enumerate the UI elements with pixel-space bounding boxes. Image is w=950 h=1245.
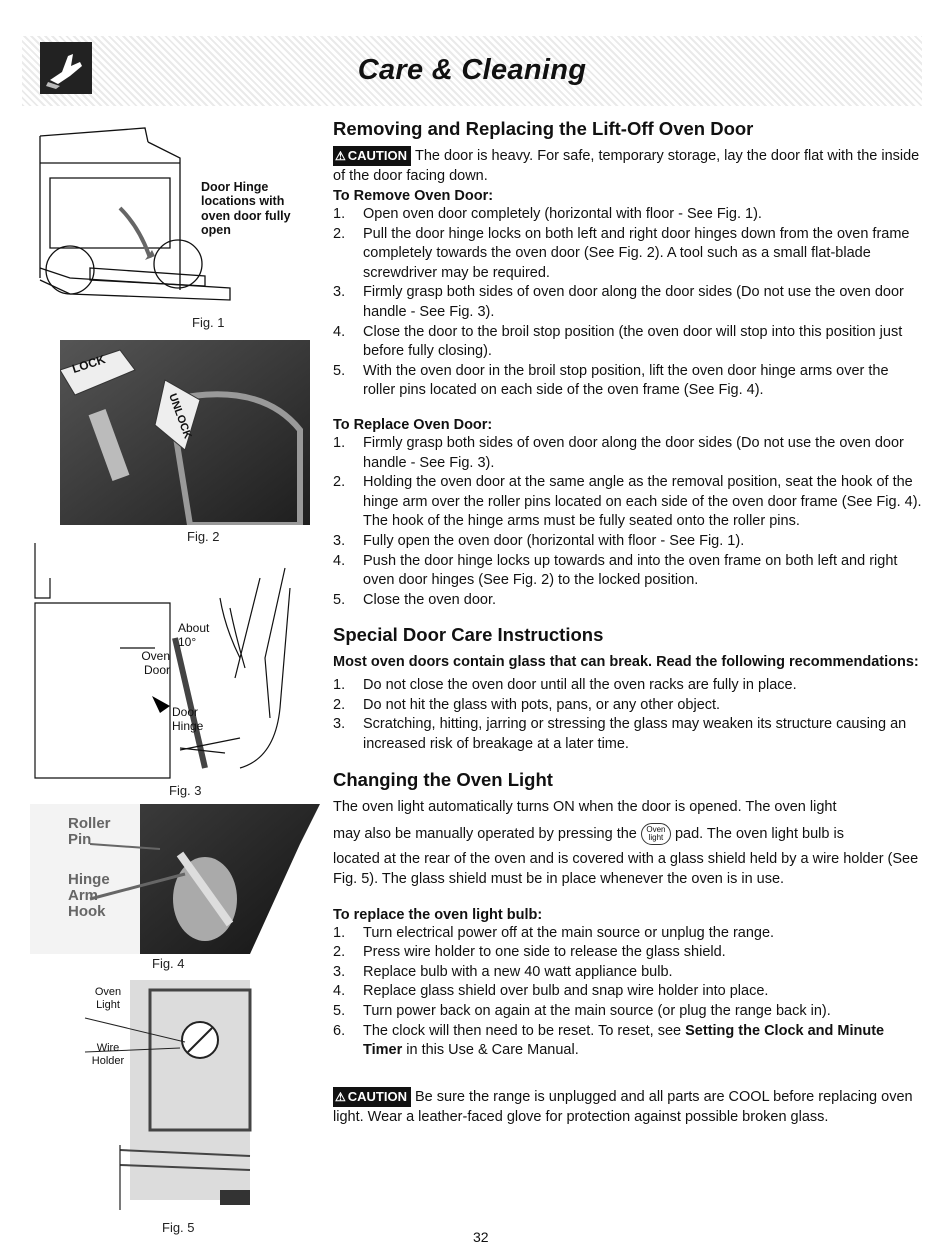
figure-1 — [30, 118, 320, 333]
list-item: 2. Do not hit the glass with pots, pans, or any other object. — [333, 696, 721, 713]
oven-light-caution: ⚠ CAUTION Be sure the range is unplugged and all parts are COOL before replacing oven light. Wear a leather-faced glove for protection against possible broken glass. — [333, 1088, 913, 1125]
list-item: 4. Close the door to the broil stop position (the oven door will stop into this position just before fully closing). — [333, 323, 903, 360]
replace-bulb-steps — [333, 924, 923, 1061]
oven-light-paragraph-2: may also be manually operated by pressing the Oven light pad. The oven light bulb is — [333, 823, 923, 845]
replace-door-steps — [333, 434, 923, 610]
replace-door-heading: To Replace Oven Door: — [333, 416, 493, 433]
list-item: 1. Turn electrical power off at the main source or unplug the range. — [333, 924, 775, 941]
special-door-care-steps — [333, 676, 923, 754]
fig3-door-hinge-label: Door Hinge — [172, 705, 204, 733]
instructions-column — [333, 118, 923, 1127]
warning-triangle-icon: ⚠ — [335, 149, 346, 163]
fig4-roller-pin-label: Roller Pin — [68, 815, 111, 848]
figure-5 — [30, 980, 320, 1238]
fig2-lock-label: LOCK — [70, 352, 108, 376]
list-item: 4. Replace glass shield over bulb and snap wire holder into place. — [333, 983, 769, 1000]
page-number: 32 — [473, 1229, 489, 1245]
fig1-callout-door-hinge: Door Hinge locations with oven door fully open — [201, 180, 291, 238]
list-item: 2. Press wire holder to one side to release the glass shield. — [333, 944, 726, 961]
oven-light-photo — [30, 980, 270, 1225]
lift-off-door-heading: Removing and Replacing the Lift-Off Oven Door — [333, 118, 754, 139]
oven-light-pad-icon: Oven light — [641, 823, 671, 845]
fig5-caption: Fig. 5 — [162, 1220, 195, 1235]
figure-2 — [60, 340, 310, 544]
fig2-caption: Fig. 2 — [187, 529, 220, 544]
caution-badge: ⚠ CAUTION — [333, 146, 411, 166]
list-item: 3. Fully open the oven door (horizontal with floor - See Fig. 1). — [333, 532, 745, 549]
lift-off-caution: ⚠ CAUTION The door is heavy. For safe, temporary storage, lay the door flat with the inside of the door facing down. — [333, 148, 920, 184]
fig5-wire-holder-label: Wire Holder — [91, 1042, 125, 1067]
door-angle-illustration — [30, 538, 320, 783]
remove-door-steps — [333, 205, 923, 401]
page-title: Care & Cleaning — [357, 54, 587, 86]
fig4-hinge-arm-hook-label: Hinge Arm Hook — [68, 871, 110, 920]
list-item: 5. Turn power back on again at the main source (or plug the range back in). — [333, 1003, 831, 1020]
special-door-care-heading: Special Door Care Instructions — [333, 624, 604, 646]
list-item: 3. Firmly grasp both sides of oven door along the door sides (Do not use the oven door handle - See Fig. 3). — [333, 284, 904, 320]
list-item: 2. Holding the oven door at the same angle as the removal position, seat the hook of the hinge arm over the roller pins located on each side of the oven door frame (See Fig. 4). The hook of the hinge arms must be fully seated onto the roller pins. — [333, 474, 922, 530]
list-item: 5. With the oven door in the broil stop position, lift the oven door hinge arms over the roller pins located on each side of the oven frame (See Fig. 4). — [333, 362, 889, 399]
list-item: 6. The clock will then need to be reset. To reset, see Setting the Clock and Minute Timer in this Use & Care Manual. — [333, 1022, 885, 1059]
fig3-about-label: About — [178, 621, 210, 635]
fig3-oven-door-label: Oven Door — [141, 649, 170, 677]
list-item: 2. Pull the door hinge locks on both left and right door hinges down from the oven frame completely towards the oven door (See Fig. 2). A tool such as a small flat-blade screwdriver may be required. — [333, 225, 910, 281]
warning-triangle-icon: ⚠ — [335, 1089, 346, 1104]
list-item: 3. Scratching, hitting, jarring or stressing the glass may weaken its structure causing an increased risk of breakage at a later time. — [333, 716, 907, 753]
fig4-caption: Fig. 4 — [152, 956, 185, 971]
fig2-unlock-label: UNLOCK — [166, 392, 194, 441]
list-item: 1. Open oven door completely (horizontal with floor - See Fig. 1). — [333, 206, 762, 222]
list-item: 1. Firmly grasp both sides of oven door along the door sides (Do not use the oven door handle - See Fig. 3). — [333, 434, 904, 471]
special-door-care-intro: Most oven doors contain glass that can break. Read the following recommendations: — [333, 654, 919, 671]
list-item: 1. Do not close the oven door until all the oven racks are fully in place. — [333, 677, 797, 694]
figures-column — [30, 118, 320, 1238]
list-item: 4. Push the door hinge locks up towards and into the oven frame on both left and right oven door hinges (See Fig. 2) to the locked position. — [333, 552, 898, 589]
figure-4 — [30, 804, 320, 974]
fig3-angle-label: 10° — [178, 635, 197, 649]
oven-light-heading: Changing the Oven Light — [333, 768, 553, 790]
remove-door-heading: To Remove Oven Door: — [333, 188, 494, 204]
list-item: 5. Close the oven door. — [333, 591, 497, 608]
fig1-caption: Fig. 1 — [192, 315, 225, 330]
fig5-oven-light-label: Oven Light — [94, 986, 122, 1011]
replace-bulb-heading: To replace the oven light bulb: — [333, 906, 543, 923]
figure-3 — [30, 538, 320, 798]
list-item: 3. Replace bulb with a new 40 watt appliance bulb. — [333, 963, 673, 980]
oven-light-paragraph-1: The oven light automatically turns ON when the door is opened. The oven light — [333, 798, 837, 815]
page-header — [22, 36, 922, 106]
fig3-caption: Fig. 3 — [169, 783, 202, 798]
caution-badge: ⚠ CAUTION — [333, 1087, 411, 1107]
oven-light-paragraph-3: located at the rear of the oven and is covered with a glass shield held by a wire holder (See Fig. 5). The glass shield must be in place whenever the oven is in use. — [333, 850, 919, 887]
